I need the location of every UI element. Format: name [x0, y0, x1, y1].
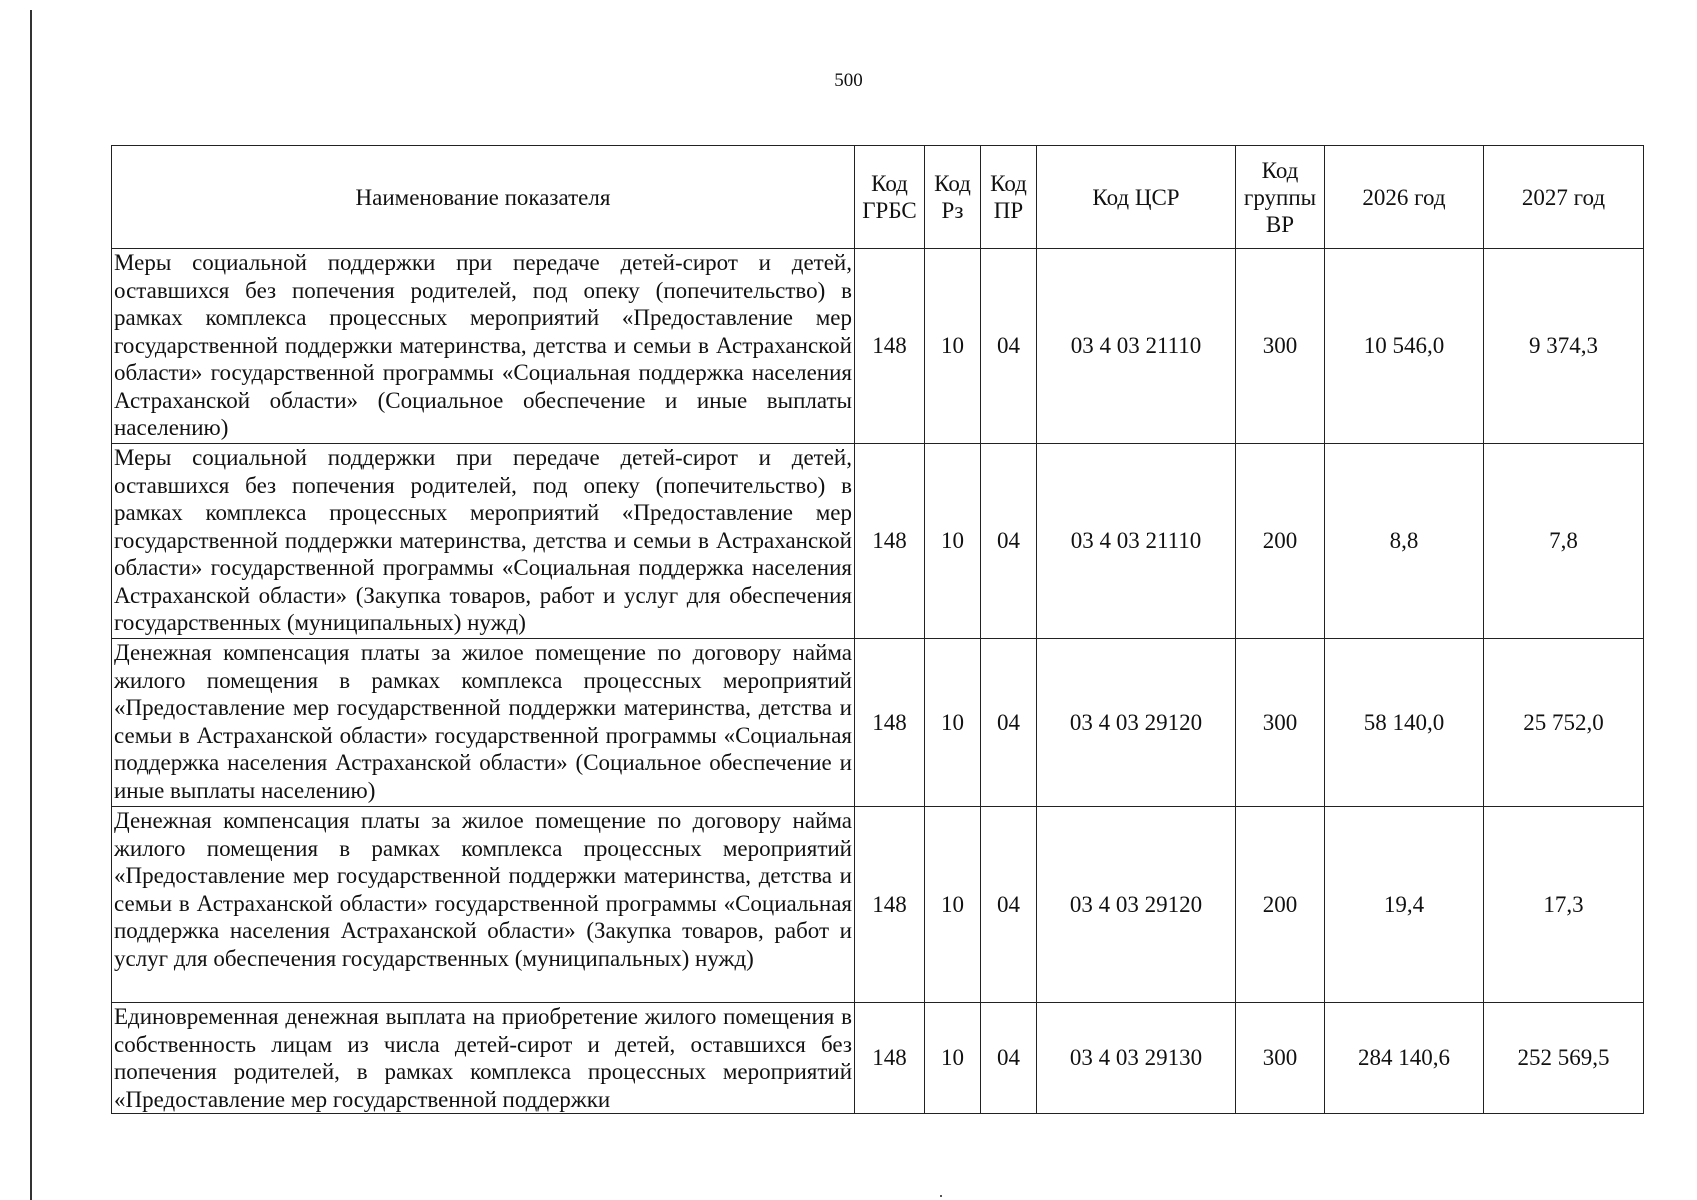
row-csr: 03 4 03 21110	[1037, 444, 1236, 639]
row-2026: 8,8	[1325, 444, 1484, 639]
row-csr: 03 4 03 29120	[1037, 807, 1236, 1003]
row-2026: 19,4	[1325, 807, 1484, 1003]
row-rz: 10	[925, 249, 981, 444]
row-rz: 10	[925, 1003, 981, 1114]
row-2026: 10 546,0	[1325, 249, 1484, 444]
row-vr: 200	[1236, 807, 1325, 1003]
row-name: Денежная компенсация платы за жилое помещение по договору найма жилого помещения в рамках комплекса процессных мероприятий «Предоставление мер государственной поддержки материнства, детства и семьи в Астраханской области» государственной программы «Социальная поддержка населения Астраханской области» (Социальное обеспечение и иные выплаты населению)	[112, 639, 855, 807]
row-vr: 300	[1236, 1003, 1325, 1114]
row-2026: 58 140,0	[1325, 639, 1484, 807]
header-csr: Код ЦСР	[1037, 146, 1236, 249]
page-number: 500	[834, 70, 863, 91]
row-grbs: 148	[855, 444, 925, 639]
header-grbs: Код ГРБС	[855, 146, 925, 249]
header-2027: 2027 год	[1484, 146, 1644, 249]
row-pr: 04	[981, 807, 1037, 1003]
header-pr: Код ПР	[981, 146, 1037, 249]
row-name: Меры социальной поддержки при передаче детей-сирот и детей, оставшихся без попечения родителей, под опеку (попечительство) в рамках комплекса процессных мероприятий «Предоставление мер государственной поддержки материнства, детства и семьи в Астраханской области» государственной программы «Социальная поддержка населения Астраханской области» (Социальное обеспечение и иные выплаты населению)	[112, 249, 855, 444]
header-name: Наименование показателя	[112, 146, 855, 249]
row-2027: 9 374,3	[1484, 249, 1644, 444]
row-name: Единовременная денежная выплата на приобретение жилого помещения в собственность лицам из числа детей-сирот и детей, оставшихся без попечения родителей, в рамках комплекса процессных мероприятий «Предоставление мер государственной поддержки	[112, 1003, 855, 1114]
row-grbs: 148	[855, 807, 925, 1003]
row-pr: 04	[981, 1003, 1037, 1114]
row-grbs: 148	[855, 1003, 925, 1114]
header-2026: 2026 год	[1325, 146, 1484, 249]
row-grbs: 148	[855, 249, 925, 444]
table-row	[112, 249, 1644, 444]
row-pr: 04	[981, 249, 1037, 444]
budget-table	[111, 145, 1644, 1114]
header-vr: Код группы ВР	[1236, 146, 1325, 249]
row-pr: 04	[981, 444, 1037, 639]
row-vr: 300	[1236, 249, 1325, 444]
row-name: Меры социальной поддержки при передаче детей-сирот и детей, оставшихся без попечения родителей, под опеку (попечительство) в рамках комплекса процессных мероприятий «Предоставление мер государственной поддержки материнства, детства и семьи в Астраханской области» государственной программы «Социальная поддержка населения Астраханской области» (Закупка товаров, работ и услуг для обеспечения государственных (муниципальных) нужд)	[112, 444, 855, 639]
row-rz: 10	[925, 444, 981, 639]
row-vr: 300	[1236, 639, 1325, 807]
row-vr: 200	[1236, 444, 1325, 639]
row-csr: 03 4 03 29130	[1037, 1003, 1236, 1114]
header-rz: Код Рз	[925, 146, 981, 249]
row-csr: 03 4 03 21110	[1037, 249, 1236, 444]
row-2027: 25 752,0	[1484, 639, 1644, 807]
row-rz: 10	[925, 639, 981, 807]
row-grbs: 148	[855, 639, 925, 807]
row-csr: 03 4 03 29120	[1037, 639, 1236, 807]
scan-speck	[940, 1195, 942, 1197]
row-rz: 10	[925, 807, 981, 1003]
table-header-row	[112, 146, 1644, 249]
row-2026: 284 140,6	[1325, 1003, 1484, 1114]
row-2027: 252 569,5	[1484, 1003, 1644, 1114]
row-name: Денежная компенсация платы за жилое помещение по договору найма жилого помещения в рамках комплекса процессных мероприятий «Предоставление мер государственной поддержки материнства, детства и семьи в Астраханской области» государственной программы «Социальная поддержка населения Астраханской области» (Закупка товаров, работ и услуг для обеспечения государственных (муниципальных) нужд)	[112, 807, 855, 1003]
table-row	[112, 639, 1644, 807]
table-row	[112, 807, 1644, 1003]
row-pr: 04	[981, 639, 1037, 807]
left-margin-line	[30, 10, 32, 1200]
table-row	[112, 1003, 1644, 1114]
row-2027: 7,8	[1484, 444, 1644, 639]
row-2027: 17,3	[1484, 807, 1644, 1003]
table-row	[112, 444, 1644, 639]
